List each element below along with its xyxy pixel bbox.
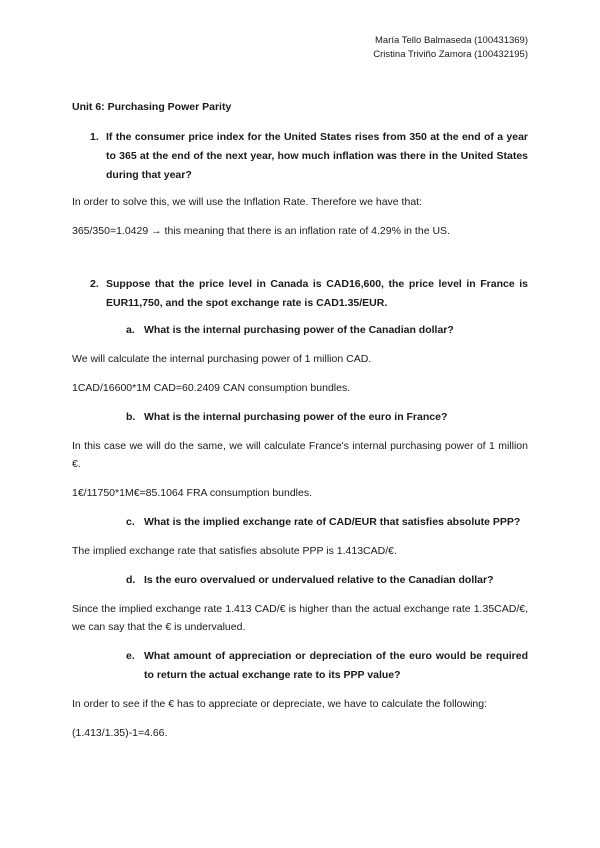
author-1: María Tello Balmaseda (100431369)	[375, 35, 528, 46]
question-1-number: 1.	[90, 131, 99, 143]
question-1	[72, 128, 528, 185]
subquestion-b-letter: b.	[126, 411, 136, 423]
subquestion-d-letter: d.	[126, 574, 136, 586]
answer-1-result: 365/350=1.0429 → this meaning that there is an inflation rate of 4.29% in the US.	[72, 225, 450, 237]
answer-1-intro: In order to solve this, we will use the Inflation Rate. Therefore we have that:	[72, 196, 422, 208]
subquestion-e-text: What amount of appreciation or depreciation of the euro would be required to return the actual exchange rate to its PPP value?	[144, 650, 528, 681]
answer-d: Since the implied exchange rate 1.413 CAD/€ is higher than the actual exchange rate 1.35CAD/€, we can say that the € is undervalued.	[72, 603, 528, 633]
subquestion-b-text: What is the internal purchasing power of the euro in France?	[144, 411, 448, 423]
subquestion-c	[72, 513, 528, 532]
question-2	[72, 275, 528, 313]
subquestion-a-letter: a.	[126, 324, 135, 336]
subquestion-c-letter: c.	[126, 516, 135, 528]
answer-c: The implied exchange rate that satisfies absolute PPP is 1.413CAD/€.	[72, 545, 397, 557]
answer-a-intro: We will calculate the internal purchasing power of 1 million CAD.	[72, 353, 372, 365]
subquestion-d-text: Is the euro overvalued or undervalued relative to the Canadian dollar?	[144, 574, 494, 586]
question-2-text: Suppose that the price level in Canada is CAD16,600, the price level in France is EUR11,750, and the spot exchange rate is CAD1.35/EUR.	[106, 278, 528, 309]
subquestion-e-letter: e.	[126, 650, 135, 662]
subquestion-b	[72, 408, 528, 427]
subquestion-e	[72, 647, 528, 685]
author-header	[373, 34, 528, 62]
question-1-text: If the consumer price index for the United States rises from 350 at the end of a year to 365 at the end of the next year, how much inflation was there in the United States during that year?	[106, 131, 528, 181]
answer-b-intro: In this case we will do the same, we will calculate France's internal purchasing power of 1 million €.	[72, 440, 528, 470]
question-2-number: 2.	[90, 278, 99, 290]
author-2: Cristina Triviño Zamora (100432195)	[373, 49, 528, 60]
answer-e-intro: In order to see if the € has to appreciate or depreciate, we have to calculate the following:	[72, 698, 488, 710]
unit-title: Unit 6: Purchasing Power Parity	[72, 101, 232, 113]
subquestion-a	[72, 321, 528, 340]
section-gap	[72, 251, 528, 275]
subquestion-d	[72, 571, 528, 590]
answer-e-result: (1.413/1.35)-1=4.66.	[72, 727, 168, 739]
answer-a-result: 1CAD/16600*1M CAD=60.2409 CAN consumption bundles.	[72, 382, 351, 394]
answer-b-result: 1€/11750*1M€=85.1064 FRA consumption bundles.	[72, 487, 313, 499]
subquestion-a-text: What is the internal purchasing power of the Canadian dollar?	[144, 324, 454, 336]
document-body	[72, 100, 528, 753]
subquestion-c-text: What is the implied exchange rate of CAD/EUR that satisfies absolute PPP?	[144, 516, 521, 528]
